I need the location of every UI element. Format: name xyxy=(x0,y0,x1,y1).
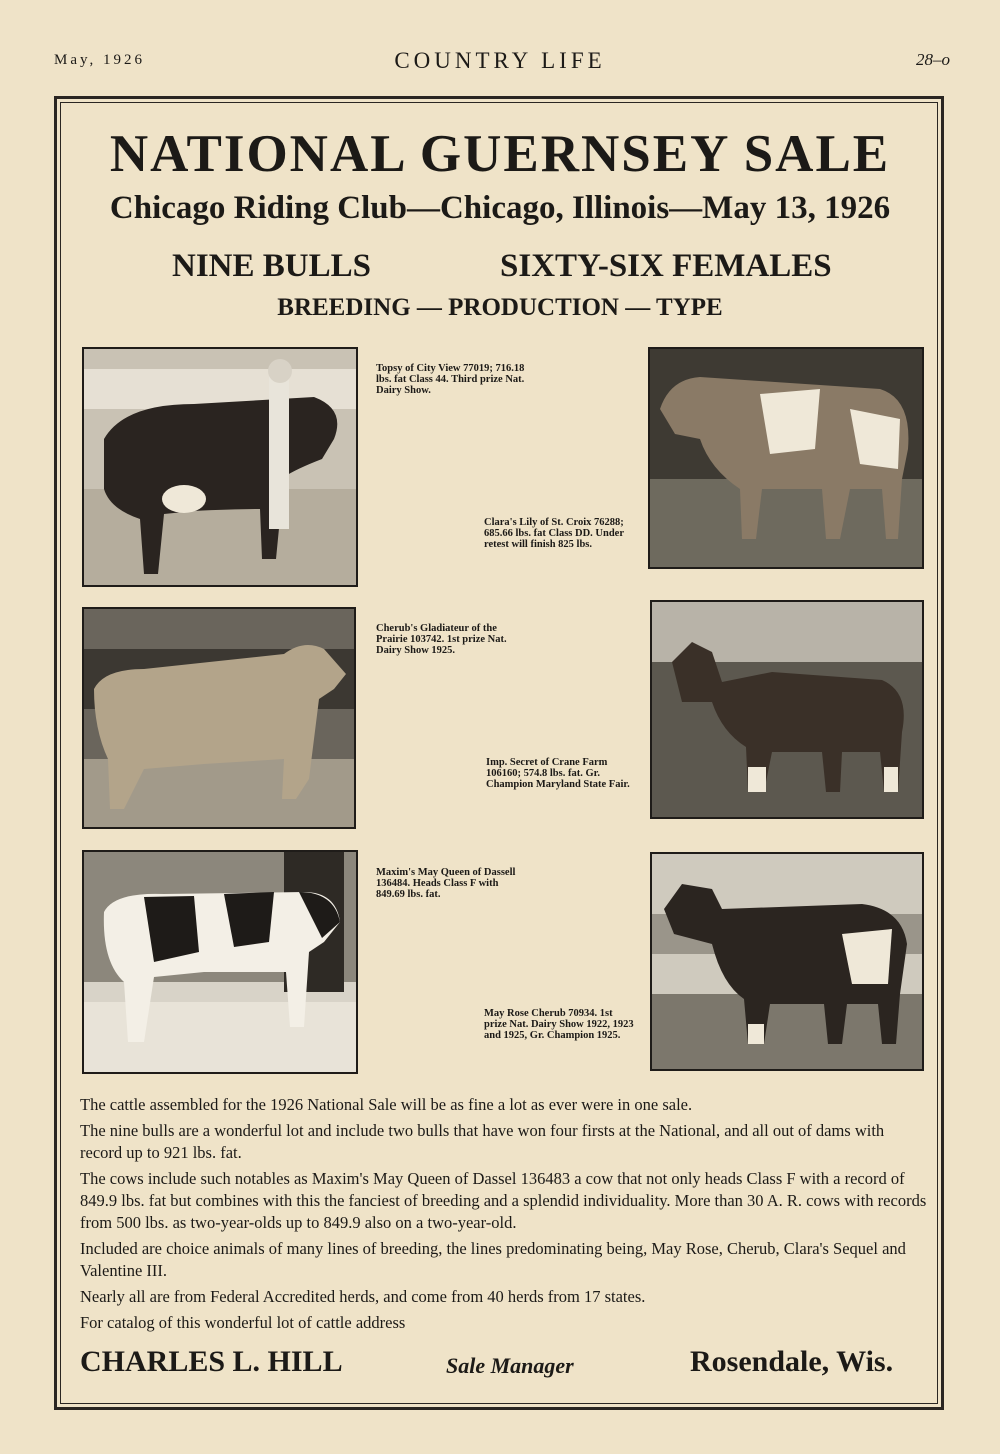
photo-topsy xyxy=(82,347,358,587)
caption-cherub: Cherub's Gladiateur of the Prairie 103742. 1st prize Nat. Dairy Show 1925. xyxy=(376,623,507,656)
issue-date: May, 1926 xyxy=(54,52,146,68)
photo-maxim xyxy=(82,850,358,1074)
paragraph-2: The nine bulls are a wonderful lot and include two bulls that have won four firsts at the National, and all out of dams with record up to 921 lbs. fat. xyxy=(80,1121,885,1162)
caption-maxim: Maxim's May Queen of Dassell 136484. Heads Class F with 849.69 lbs. fat. xyxy=(376,867,516,900)
ad-tagline: BREEDING — PRODUCTION — TYPE xyxy=(277,294,723,321)
caption-clara: Clara's Lily of St. Croix 76288; 685.66 lbs. fat Class DD. Under retest will finish 825 lbs. xyxy=(484,517,624,550)
running-header xyxy=(0,48,1000,78)
caption-secret: Imp. Secret of Crane Farm 106160; 574.8 lbs. fat. Gr. Champion Maryland State Fair. xyxy=(486,757,630,790)
paragraph-6: For catalog of this wonderful lot of cattle address xyxy=(80,1313,406,1332)
caption-topsy: Topsy of City View 77019; 716.18 lbs. fat Class 44. Third prize Nat. Dairy Show. xyxy=(376,363,525,396)
bulls-count: NINE BULLS xyxy=(172,248,371,284)
paragraph-1: The cattle assembled for the 1926 National Sale will be as fine a lot as ever were in one sale. xyxy=(80,1095,693,1114)
photo-mayrose xyxy=(650,852,924,1071)
paragraph-4: Included are choice animals of many lines of breeding, the lines predominating being, May Rose, Cherub, Clara's Sequel and Valentine III. xyxy=(80,1239,906,1280)
magazine-title: COUNTRY LIFE xyxy=(394,48,606,73)
manager-location: Rosendale, Wis. xyxy=(690,1345,894,1378)
manager-role: Sale Manager xyxy=(446,1353,574,1378)
page-number: 28–o xyxy=(916,50,950,69)
photo-clara xyxy=(648,347,924,569)
ad-subtitle: Chicago Riding Club—Chicago, Illinois—May 13, 1926 xyxy=(109,190,891,226)
paragraph-3: The cows include such notables as Maxim's May Queen of Dassel 136483 a cow that not only heads Class F with a record of 849.9 lbs. fat but combines with this the fanciest of breeding and a splendid individuality. More than 30 A. R. cows with records from 500 lbs. as two-year-olds up to 849.9 also on a two-year-old. xyxy=(80,1169,927,1232)
caption-mayrose: May Rose Cherub 70934. 1st prize Nat. Dairy Show 1922, 1923 and 1925, Gr. Champion 1925. xyxy=(484,1008,634,1041)
manager-name: CHARLES L. HILL xyxy=(80,1345,343,1378)
photo-secret xyxy=(650,600,924,819)
females-count: SIXTY-SIX FEMALES xyxy=(500,248,832,284)
paragraph-5: Nearly all are from Federal Accredited herds, and come from 40 herds from 17 states. xyxy=(80,1287,646,1306)
photo-cherub xyxy=(82,607,356,829)
ad-title: NATIONAL GUERNSEY SALE xyxy=(109,125,891,183)
